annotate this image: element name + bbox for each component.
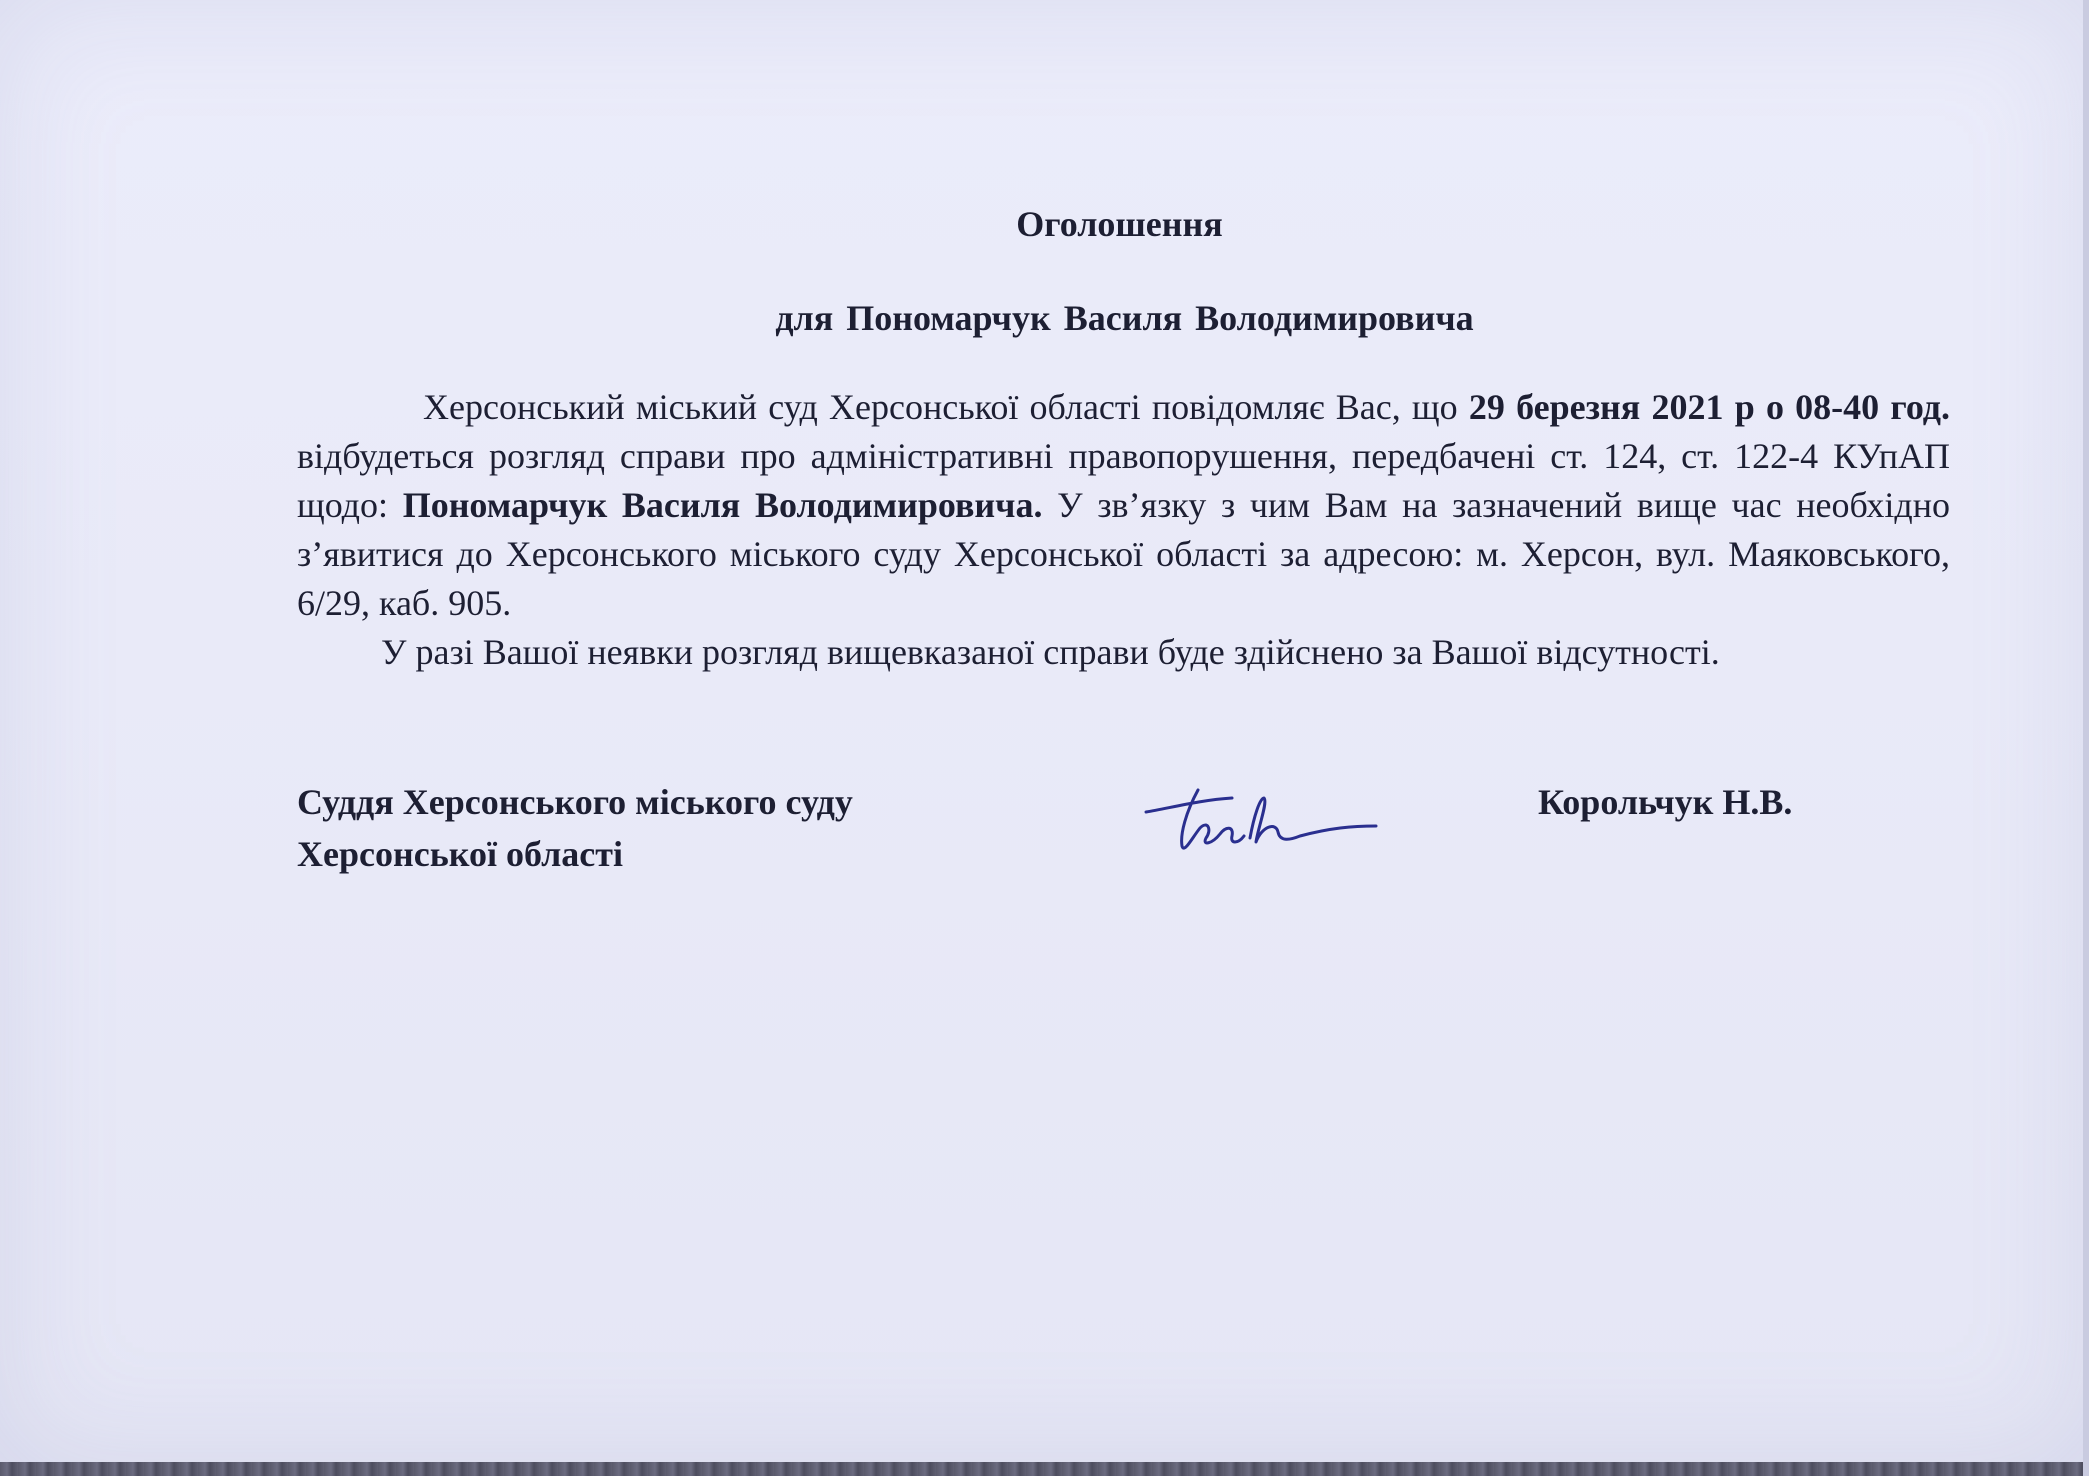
document-body <box>297 383 1950 677</box>
document-addressee: для Пономарчук Василя Володимировича <box>775 298 1474 338</box>
paper-bottom-edge <box>0 1462 2089 1476</box>
signature-icon <box>1140 768 1380 868</box>
notice-paragraph <box>297 383 1950 628</box>
absence-paragraph: У разі Вашої неявки розгляд вищевказаної справи буде здійснено за Вашої відсутності. <box>381 632 1720 672</box>
notice-details: відбудеться розгляд справи про адміністративні правопорушення, передбачені ст. 124, ст. 122-4 КУпАП щодо: <box>297 436 1950 525</box>
signature-stroke <box>1146 790 1376 848</box>
signer-name: Корольчук Н.В. <box>1538 782 1793 822</box>
signer-title <box>297 776 853 880</box>
notice-address: У зв’язку з чим Вам на зазначений вище час необхідно з’явитися до Херсонського міського суду Херсонської області за адресою: м. Херсон, вул. Маяковського, 6/29, каб. 905. <box>297 485 1950 623</box>
notice-intro: Херсонський міський суд Херсонської області повідомляє Вас, що <box>423 387 1469 427</box>
hearing-date: 29 березня 2021 р о 08-40 год. <box>1468 387 1951 427</box>
signer-title-line1: Суддя Херсонського міського суду <box>297 782 853 822</box>
signer-title-line2: Херсонської області <box>297 834 623 874</box>
defendant-name: Пономарчук Василя Володимировича. <box>402 485 1043 525</box>
document-title: Оголошення <box>1016 204 1223 244</box>
